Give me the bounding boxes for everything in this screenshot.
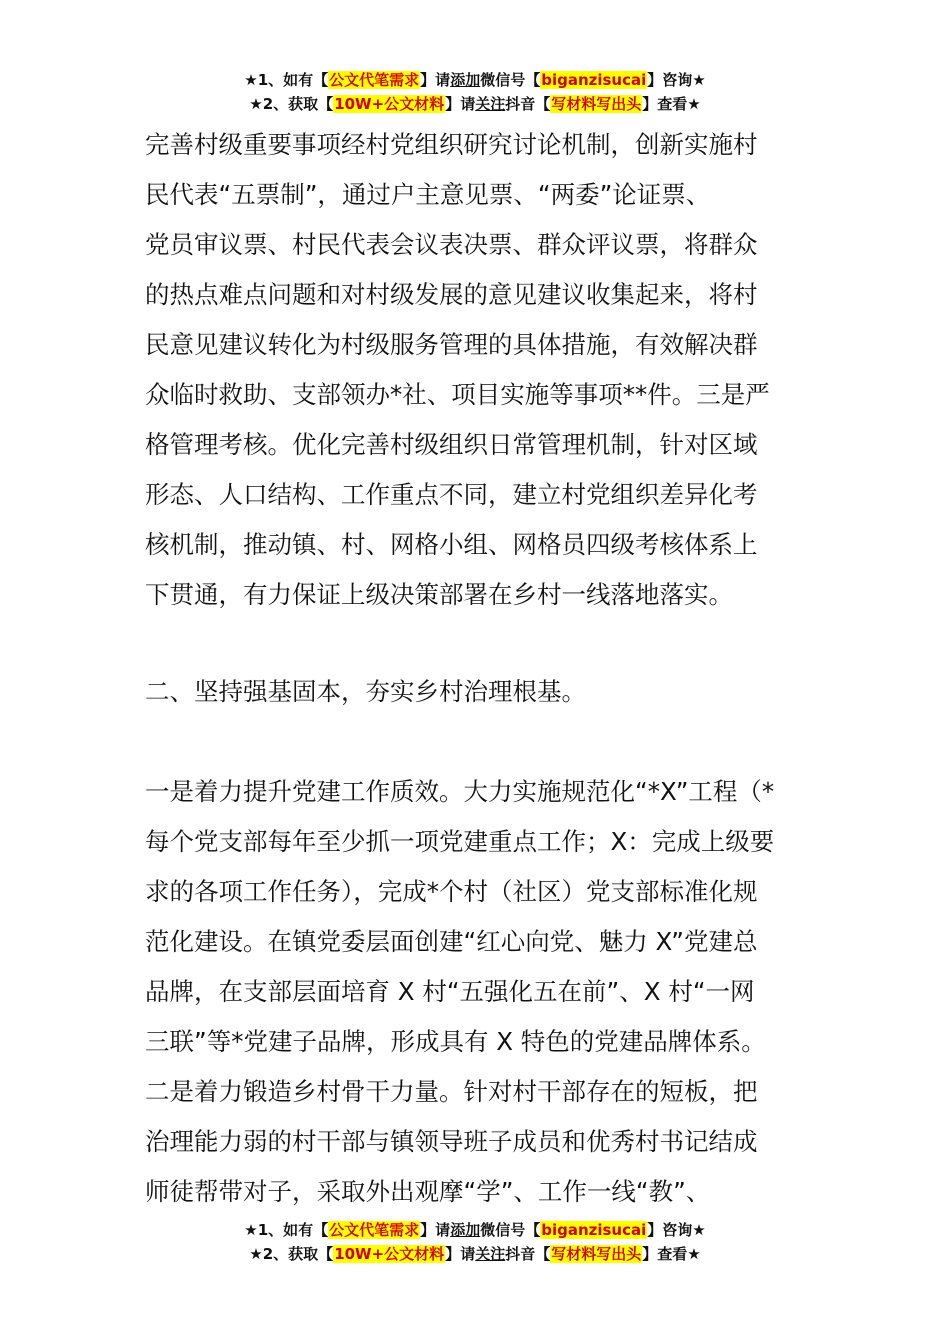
wechat-id-highlight: biganzisucai [541, 1221, 647, 1239]
highlight-text: 10W+公文材料 [334, 1245, 445, 1263]
header-banner [0, 68, 950, 116]
banner-line-1 [0, 1218, 950, 1242]
text-line: 完善村级重要事项经村党组织研究讨论机制，创新实施村 [145, 130, 758, 159]
banner-text: 微信号【 [480, 71, 541, 89]
banner-line-1 [0, 68, 950, 92]
text-line: 治理能力弱的村干部与镇领导班子成员和优秀村书记结成 [145, 1127, 758, 1156]
text-line: 每个党支部每年至少抓一项党建重点工作；X：完成上级要 [145, 827, 775, 856]
text-line: 形态、人口结构、工作重点不同，建立村党组织差异化考 [145, 480, 758, 509]
banner-text: 1、如有【 [257, 1221, 329, 1239]
underlined-text: 关注 [475, 1245, 506, 1263]
text-line: 众临时救助、支部领办*社、项目实施等事项**件。三是严 [145, 380, 770, 409]
douyin-highlight: 写材料写出头 [551, 1245, 642, 1263]
paragraph-2 [145, 767, 807, 1217]
banner-text: 】请 [420, 71, 451, 89]
highlight-text: 10W+公文材料 [334, 95, 445, 113]
banner-line-2 [0, 92, 950, 116]
section-heading: 二、坚持强基固本，夯实乡村治理根基。 [145, 677, 586, 706]
text-line: 核机制，推动镇、村、网格小组、网格员四级考核体系上 [145, 530, 758, 559]
text-line: 民意见建议转化为村级服务管理的具体措施，有效解决群 [145, 330, 758, 359]
banner-text: 】请 [420, 1221, 451, 1239]
star-icon: ★ [249, 1245, 263, 1263]
wechat-id-highlight: biganzisucai [541, 71, 647, 89]
text-line: 下贯通，有力保证上级决策部署在乡村一线落地落实。 [145, 580, 733, 609]
text-line: 党员审议票、村民代表会议表决票、群众评议票，将群众 [145, 230, 758, 259]
paragraph-1 [145, 120, 807, 620]
banner-text: 】咨询★ [647, 71, 706, 89]
underlined-text: 添加 [450, 1221, 481, 1239]
banner-text: 抖音【 [505, 95, 551, 113]
banner-text: 】请 [445, 1245, 476, 1263]
text-line: 范化建设。在镇党委层面创建“红心向党、魅力 X”党建总 [145, 927, 758, 956]
text-line: 民代表“五票制”，通过户主意见票、“两委”论证票、 [145, 180, 711, 209]
underlined-text: 关注 [475, 95, 506, 113]
star-icon: ★ [244, 1221, 258, 1239]
underlined-text: 添加 [450, 71, 481, 89]
banner-text: 】查看★ [642, 1245, 701, 1263]
banner-text: 2、获取【 [262, 95, 334, 113]
star-icon: ★ [244, 71, 258, 89]
banner-text: 】咨询★ [647, 1221, 706, 1239]
text-line: 二是着力锻造乡村骨干力量。针对村干部存在的短板，把 [145, 1077, 758, 1106]
banner-text: 抖音【 [505, 1245, 551, 1263]
text-line: 品牌，在支部层面培育 X 村“五强化五在前”、X 村“一网 [145, 977, 755, 1006]
text-line: 的热点难点问题和对村级发展的意见建议收集起来，将村 [145, 280, 758, 309]
star-icon: ★ [249, 95, 263, 113]
text-line: 三联”等*党建子品牌，形成具有 X 特色的党建品牌体系。 [145, 1027, 766, 1056]
banner-text: 】请 [445, 95, 476, 113]
highlight-text: 公文代笔需求 [329, 71, 420, 89]
banner-line-2 [0, 1242, 950, 1266]
highlight-text: 公文代笔需求 [329, 1221, 420, 1239]
footer-banner [0, 1218, 950, 1266]
text-line: 一是着力提升党建工作质效。大力实施规范化“*X”工程（* [145, 777, 775, 806]
banner-text: 】查看★ [642, 95, 701, 113]
douyin-highlight: 写材料写出头 [551, 95, 642, 113]
banner-text: 2、获取【 [262, 1245, 334, 1263]
text-line: 求的各项工作任务），完成*个村（社区）党支部标准化规 [145, 877, 758, 906]
text-line: 师徒帮带对子，采取外出观摩“学”、工作一线“教”、 [145, 1177, 711, 1206]
text-line: 格管理考核。优化完善村级组织日常管理机制，针对区域 [145, 430, 758, 459]
banner-text: 微信号【 [480, 1221, 541, 1239]
banner-text: 1、如有【 [257, 71, 329, 89]
